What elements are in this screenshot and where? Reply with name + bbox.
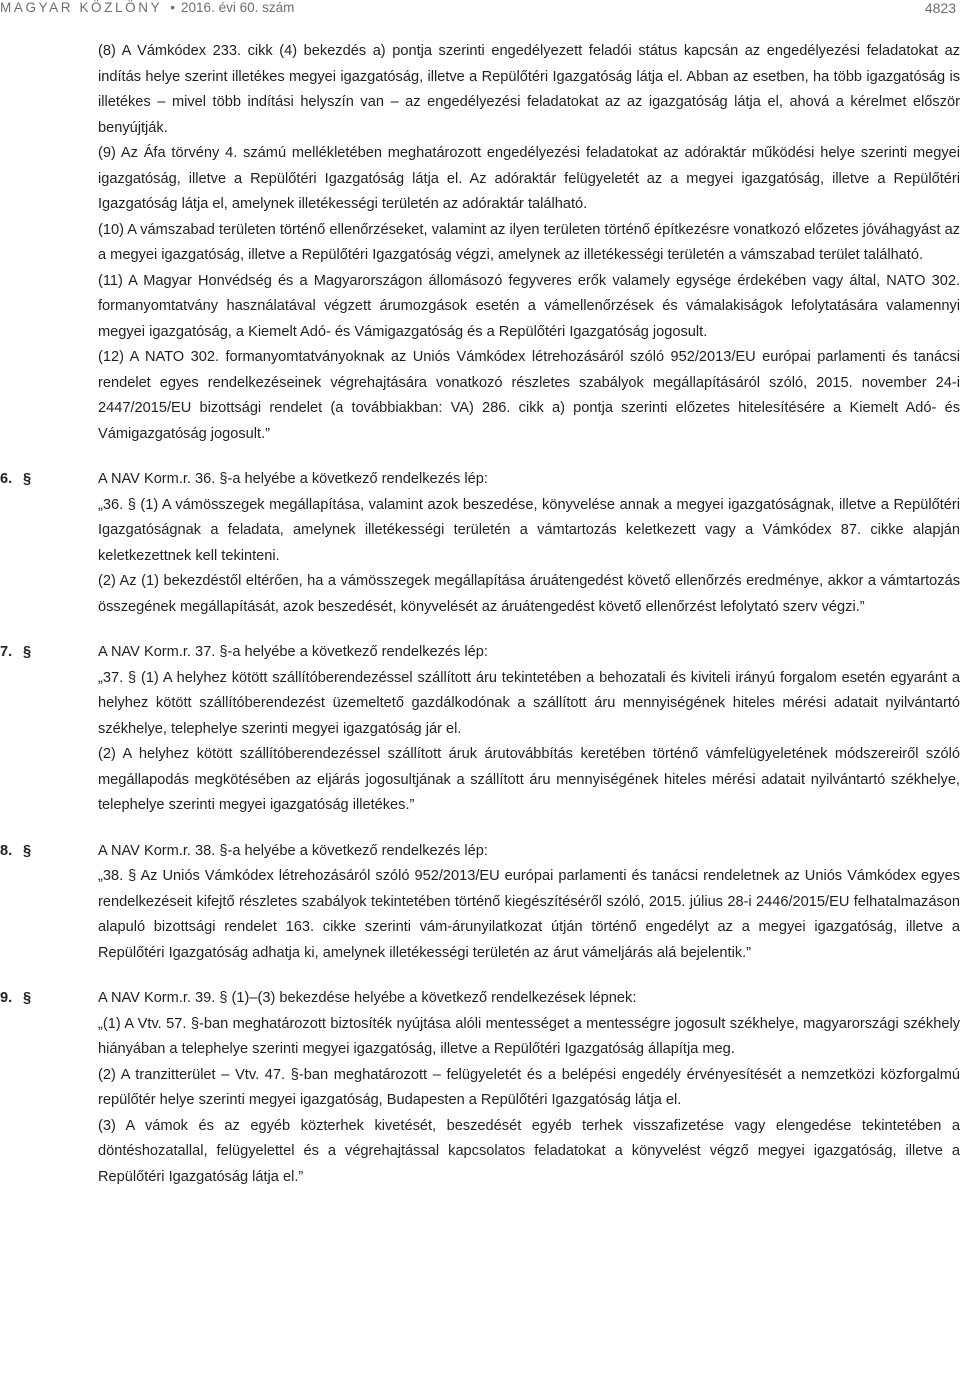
paragraph-12: (12) A NATO 302. formanyomtatványoknak az Uniós Vámkódex létrehozásáról szóló 952/2013/EU európai parlamenti és tanácsi rendelet egyes rendelkezéseinek végrehajtására vonatkozó részletes szabályok megállapításáról szóló, 2015. november 24-i 2447/2015/EU bizottsági rendelet (a továbbiakban: VA) 286. cikk a) pontja szerinti előzetes hitelesítésére a Kiemelt Adó- és Vámigazgatóság jogosult.” (98, 349, 960, 442)
section-sign: § (23, 644, 32, 660)
section-sign: § (23, 471, 32, 487)
section-gap (98, 819, 960, 839)
section-lead: A NAV Korm.r. 39. § (1)–(3) bekezdése helyébe a következő rendelkezések lépnek: (98, 990, 637, 1006)
section-7 (0, 640, 960, 819)
section-paragraph: (2) A helyhez kötött szállítóberendezéssel szállított áruk árutovábbítás keretében történő vámfelügyeletének módszereiről szóló megállapodás megkötésében az eljárás jogosultjának a szállított áru mennyiségének hiteles mérési adatait nyilvántartó székhelye, telephelye szerinti megyei igazgatóság illetékes.” (98, 746, 960, 813)
section-lead: A NAV Korm.r. 38. §-a helyébe a következő rendelkezés lép: (98, 842, 488, 859)
paragraph-9: (9) Az Áfa törvény 4. számú mellékletében meghatározott engedélyezési feladatokat az adóraktár működési helye szerinti megyei igazgatóság, illetve a Repülőtéri Igazgatóság látja el. Az adóraktár felügyeletét az a megyei igazgatóság, illetve a Repülőtéri Igazgatóság látja el, amelynek illetékességi területén az adóraktár található. (98, 145, 960, 212)
section-gap (98, 620, 960, 640)
page-number: 4823 (924, 0, 956, 16)
header-separator: • (170, 0, 176, 15)
section-lead: A NAV Korm.r. 37. §-a helyébe a következő rendelkezés lép: (98, 644, 488, 660)
section-number: 8. (0, 842, 13, 859)
journal-title: MAGYAR KÖZLÖNY (0, 0, 162, 15)
section-lead: A NAV Korm.r. 36. §-a helyébe a következő rendelkezés lép: (98, 471, 488, 487)
section-paragraph: (2) Az (1) bekezdéstől eltérően, ha a vámösszegek megállapítása áruátengedést követő ellenőrzés eredménye, akkor a vámtartozás összegének megállapítását, azok beszedését, könyvelését az áruátengedést követő ellenőrzést lefolytató szerv végzi.” (98, 573, 960, 615)
running-header (0, 0, 960, 16)
issue-label: 2016. évi 60. szám (181, 0, 295, 15)
section-gap (98, 966, 960, 986)
section-paragraph: „36. § (1) A vámösszegek megállapítása, valamint azok beszedése, könyvelése annak a megyei igazgatóságnak, illetve a Repülőtéri Igazgatóságnak a feladata, amelynek illetékességi területén a vámtartozás keletkezett vagy a Vámkódex 87. cikke alapján keletkezettnek kell tekinteni. (98, 496, 960, 564)
document-body (0, 39, 960, 1190)
section-number: 7. (0, 644, 13, 660)
section-9 (0, 986, 960, 1190)
section-paragraph: „38. § Az Uniós Vámkódex létrehozásáról szóló 952/2013/EU európai parlamenti és tanácsi rendeletnek az Uniós Vámkódex egyes rendelkezéseit kifejtő részletes szabályok tekintetében történő kiegészítéséről szóló, 2015. július 28-i 2446/2015/EU felhatalmazáson alapuló bizottsági rendelet 163. cikke szerinti vám-árunyilatkozat útján történő engedélyt az a megyei igazgatóság, illetve a Repülőtéri Igazgatóság adhatja ki, amelynek illetékességi területén az árut vámeljárás alá bejelentik.” (98, 868, 960, 961)
section-number: 6. (0, 471, 13, 487)
section-gap (98, 447, 960, 467)
journal-title-line (0, 0, 294, 16)
section-sign: § (23, 842, 32, 859)
section-paragraph: (2) A tranzitterület – Vtv. 47. §-ban meghatározott – felügyeletét és a belépési engedély érvényesítését a nemzetközi közforgalmú repülőtér helye szerinti megyei igazgatóság, Budapesten a Repülőtéri Igazgatóság látja el. (98, 1066, 960, 1108)
section-paragraph: „(1) A Vtv. 57. §-ban meghatározott biztosíték nyújtása alóli mentességet a mentességre jogosult székhelye, magyarországi székhely hiányában a telephelye szerinti megyei igazgatóság, illetve a Repülőtéri Igazgatóság állapítja meg. (98, 1015, 960, 1057)
paragraph-10: (10) A vámszabad területen történő ellenőrzéseket, valamint az ilyen területen történő építkezésre vonatkozó előzetes jóváhagyást az a megyei igazgatóság, illetve a Repülőtéri Igazgatóság végzi, amelynek az illetékességi területén a vámszabad terület található. (98, 221, 960, 263)
section-8 (0, 839, 960, 967)
section-sign: § (23, 990, 32, 1006)
paragraph-8: (8) A Vámkódex 233. cikk (4) bekezdés a) pontja szerinti engedélyezett feladói státus kapcsán az engedélyezési feladatokat az indítás helye szerint illetékes megyei igazgatóság, illetve a Repülőtéri Igazgatóság látja el. Abban az esetben, ha több igazgatóság is illetékes – mivel több indítási helyszín van – az engedélyezési feladatokat az az igazgatóság látja el, ahová a kérelmet először benyújtják. (98, 43, 960, 136)
section-paragraph: (3) A vámok és az egyéb közterhek kivetését, beszedését egyéb terhek visszafizetése vagy elengedése tekintetében a döntéshozatallal, felügyelettel és a végrehajtással kapcsolatos feladatokat a könyvelést végző megyei igazgatóság, illetve a Repülőtéri Igazgatóság látja el.” (98, 1117, 960, 1185)
section-6 (0, 467, 960, 620)
section-number: 9. (0, 990, 13, 1006)
paragraph-11: (11) A Magyar Honvédség és a Magyarországon állomásozó fegyveres erők valamely egysége érdekében vagy által, NATO 302. formanyomtatvány használatával végzett árumozgások esetén a vámellenőrzések és vámalakiságok lefolytatására valamennyi megyei igazgatóság, a Kiemelt Adó- és Vámigazgatóság és a Repülőtéri Igazgatóság jogosult. (98, 272, 960, 340)
section-paragraph: „37. § (1) A helyhez kötött szállítóberendezéssel szállított áru tekintetében a behozatali és kiviteli irányú forgalom esetén egyaránt a helyhez kötött szállítóberendezést üzemeltető gazdálkodónak a szállított áru mennyiségének hiteles mérési adatait nyilvántartó székhelye, telephelye szerinti megyei igazgatóság jár el. (98, 669, 960, 737)
